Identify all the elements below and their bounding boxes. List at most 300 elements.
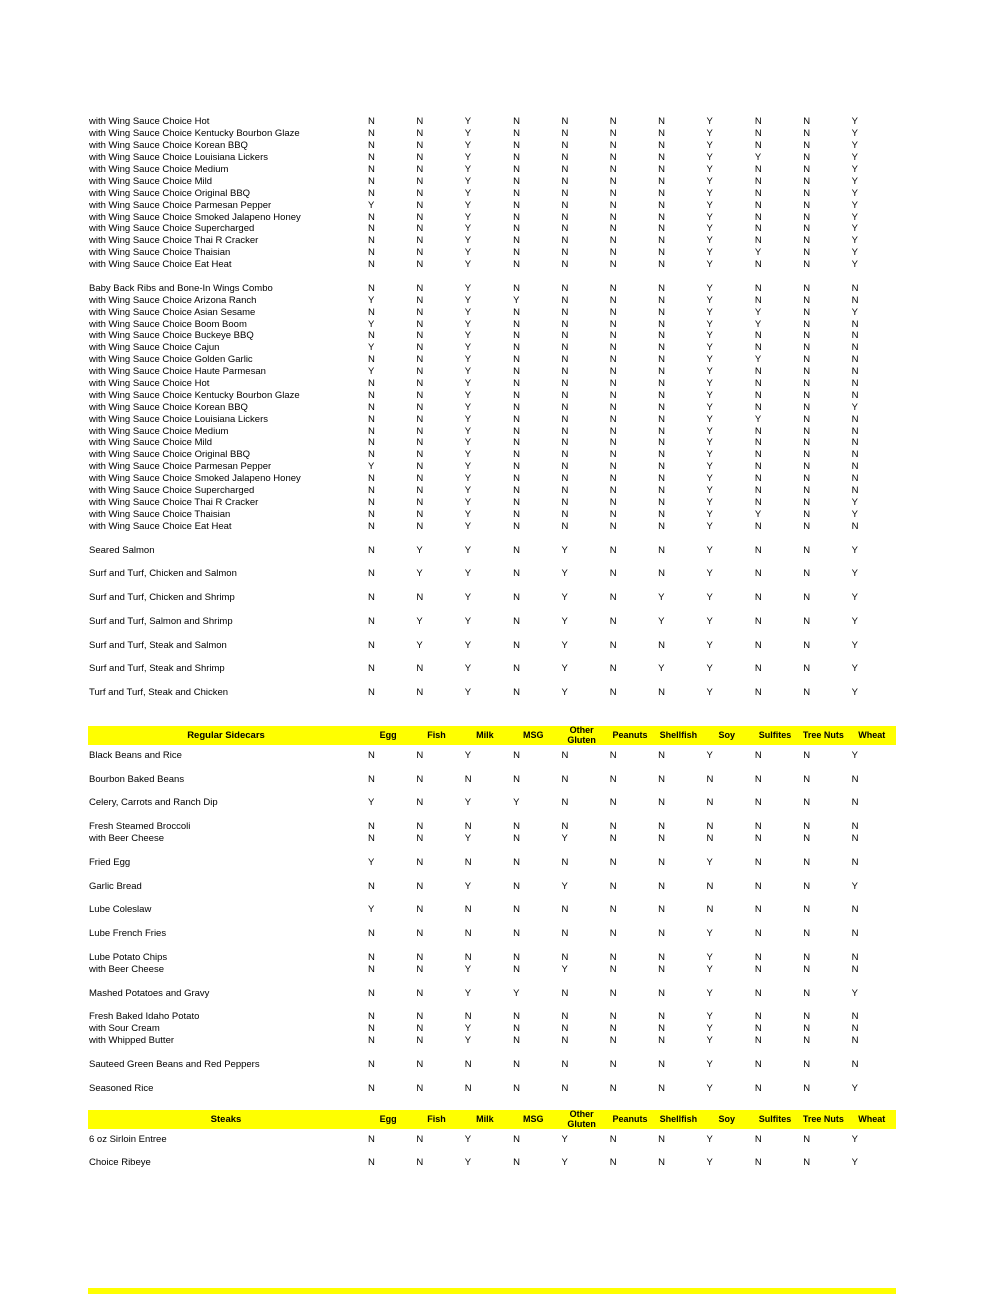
table-row [88,116,896,128]
allergen-value: N [561,401,569,413]
allergen-value: N [754,1133,762,1145]
row-spacer [88,604,896,616]
allergen-value: N [609,485,617,497]
allergen-value: N [561,425,569,437]
allergen-value: N [416,330,424,342]
table-row [88,354,896,366]
allergen-value: N [851,1059,859,1071]
allergen-value: N [368,247,375,259]
allergen-value: N [416,461,424,473]
allergen-value: N [609,330,617,342]
allergen-value: N [368,568,375,580]
allergen-value: N [416,773,424,785]
allergen-value: Y [706,342,713,354]
row-label: Lube Coleslaw [89,904,152,916]
table-row [88,508,896,520]
allergen-value: N [561,342,569,354]
allergen-value: N [754,282,762,294]
allergen-value: N [513,1023,520,1035]
allergen-value: N [803,294,811,306]
row-label: with Wing Sauce Choice Thai R Cracker [89,496,259,508]
allergen-value: N [609,449,617,461]
allergen-value: N [513,928,520,940]
row-label: Fresh Baked Idaho Potato [89,1011,200,1023]
allergen-value: N [754,199,762,211]
allergen-value: Y [851,663,858,675]
allergen-value: N [513,508,520,520]
allergen-value: N [609,401,617,413]
allergen-value: Y [464,401,472,413]
allergen-value: N [368,773,375,785]
allergen-value: N [368,880,375,892]
allergen-value: N [754,449,762,461]
allergen-value: N [609,639,617,651]
table-row [88,425,896,437]
allergen-value: N [513,821,520,833]
allergen-value: N [754,880,762,892]
allergen-value: Y [706,164,713,175]
allergen-value: N [754,821,762,833]
allergen-value: N [513,354,520,366]
allergen-value: N [851,797,859,809]
allergen-value: Y [754,354,762,366]
allergen-value: Y [368,199,375,211]
section-title: Regular Sidecars [187,730,265,742]
allergen-value: N [658,223,666,235]
allergen-value: N [561,473,569,485]
allergen-value: Y [464,140,472,152]
allergen-value: N [416,318,424,330]
allergen-value: Y [706,318,713,330]
allergen-value: N [561,223,569,235]
allergen-value: N [368,116,375,128]
row-label: with Wing Sauce Choice Eat Heat [89,259,232,271]
allergen-value: Y [464,687,472,699]
allergen-value: Y [464,235,472,247]
row-label: with Wing Sauce Choice Hot [89,116,210,128]
allergen-value: N [658,187,666,199]
table-row [88,164,896,176]
allergen-value: Y [464,520,472,532]
allergen-value: N [513,437,520,449]
allergen-value: Y [706,687,713,699]
allergen-value: Y [464,508,472,520]
allergen-value: N [803,773,811,785]
allergen-value: Y [706,663,713,675]
allergen-value: Y [706,259,713,271]
allergen-value: N [754,378,762,390]
allergen-value: Y [851,749,858,761]
table-row [88,259,896,271]
allergen-value: N [754,544,762,556]
allergen-value: N [513,1059,520,1071]
allergen-value: Y [464,987,472,999]
allergen-value: N [561,389,569,401]
allergen-value: N [513,199,520,211]
allergen-value: Y [706,1059,713,1071]
allergen-value: N [416,821,424,833]
allergen-value: N [368,223,375,235]
allergen-value: N [754,437,762,449]
allergen-value: N [754,473,762,485]
allergen-value: Y [464,833,472,845]
allergen-value: N [803,342,811,354]
allergen-value: N [851,1011,859,1023]
allergen-value: Y [706,199,713,211]
allergen-value: N [513,833,520,845]
allergen-value: N [851,485,859,497]
allergen-value: N [851,366,859,378]
allergen-value: N [513,496,520,508]
allergen-value: N [368,413,375,425]
allergen-value: Y [706,294,713,306]
row-label: Surf and Turf, Steak and Shrimp [89,663,225,675]
row-label: with Wing Sauce Choice Parmesan Pepper [89,199,272,211]
table-row [88,461,896,473]
row-spacer [88,761,896,773]
allergen-value: N [368,639,375,651]
allergen-value: N [706,904,714,916]
allergen-value: Y [851,401,858,413]
allergen-value: Y [658,592,665,604]
allergen-value: N [609,128,617,140]
column-header: Milk [476,1113,494,1124]
allergen-value: N [658,856,666,868]
column-header: Wheat [858,730,886,741]
allergen-value: N [416,496,424,508]
table-row [88,413,896,425]
allergen-value: N [803,904,811,916]
allergen-value: N [754,520,762,532]
allergen-value: N [561,496,569,508]
row-label: with Beer Cheese [89,833,164,845]
table-row [88,773,896,785]
row-label: with Wing Sauce Choice Louisiana Lickers [89,413,269,425]
allergen-value: Y [706,1133,713,1145]
allergen-value: N [803,544,811,556]
allergen-value: N [561,1082,569,1094]
row-spacer [88,711,896,723]
allergen-value: N [851,425,859,437]
row-label: with Wing Sauce Choice Golden Garlic [89,354,253,366]
allergen-value: Y [561,1133,568,1145]
allergen-value: N [368,306,375,318]
allergen-value: Y [416,615,423,627]
allergen-value: N [754,773,762,785]
allergen-value: N [609,259,617,271]
allergen-value: N [754,330,762,342]
allergen-value: N [658,904,666,916]
allergen-value: N [416,199,424,211]
allergen-value: N [561,330,569,342]
allergen-value: N [609,496,617,508]
allergen-value: N [658,413,666,425]
table-row [88,211,896,223]
allergen-value: N [513,175,520,187]
allergen-value: N [416,473,424,485]
allergen-value: Y [706,401,713,413]
table-row [88,544,896,556]
row-label: Choice Ribeye [89,1157,151,1169]
allergen-value: Y [561,1157,568,1169]
allergen-value: N [416,211,424,223]
allergen-value: N [803,449,811,461]
allergen-value: N [609,687,617,699]
allergen-value: N [658,496,666,508]
allergen-value: N [851,318,859,330]
allergen-value: N [803,1035,811,1047]
allergen-value: Y [561,833,568,845]
allergen-value: N [754,294,762,306]
allergen-value: Y [706,952,713,963]
allergen-value: N [513,749,520,761]
allergen-value: N [609,294,617,306]
allergen-value: Y [851,1082,858,1094]
allergen-value: N [851,1035,859,1047]
allergen-value: Y [706,235,713,247]
allergen-value: N [416,378,424,390]
allergen-value: N [658,199,666,211]
allergen-value: N [609,116,617,128]
row-label: Baby Back Ribs and Bone-In Wings Combo [89,282,273,294]
allergen-value: N [561,856,569,868]
allergen-value: Y [851,1133,858,1145]
allergen-value: Y [464,496,472,508]
allergen-value: Y [706,568,713,580]
allergen-value: Y [706,520,713,532]
allergen-value: N [754,797,762,809]
row-label: Lube Potato Chips [89,952,168,963]
allergen-value: N [658,425,666,437]
allergen-value: N [754,485,762,497]
partial-section-header-bar [88,1288,896,1294]
allergen-value: Y [706,152,713,164]
allergen-value: N [803,821,811,833]
allergen-value: Y [754,247,762,259]
allergen-value: N [513,687,520,699]
allergen-value: N [561,461,569,473]
allergen-value: Y [706,615,713,627]
table-row [88,1011,896,1023]
column-header: Peanuts [612,730,648,741]
allergen-value: N [658,152,666,164]
allergen-value: N [368,330,375,342]
column-header: Shellfish [659,1113,698,1124]
allergen-value: N [368,1023,375,1035]
table-row [88,140,896,152]
row-label: Lube French Fries [89,928,167,940]
allergen-value: N [561,520,569,532]
allergen-value: N [513,235,520,247]
allergen-value: N [803,1059,811,1071]
allergen-value: Y [368,342,375,354]
row-label: with Wing Sauce Choice Supercharged [89,485,255,497]
allergen-value: Y [513,987,520,999]
table-row [88,568,896,580]
row-spacer [88,785,896,797]
allergen-value: N [416,342,424,354]
allergen-value: N [658,880,666,892]
allergen-value: Y [851,247,858,259]
allergen-value: N [416,175,424,187]
allergen-value: N [609,797,617,809]
allergen-value: N [416,1133,424,1145]
allergen-value: N [754,615,762,627]
allergen-value: N [803,401,811,413]
table-row [88,520,896,532]
allergen-value: N [754,366,762,378]
row-label: with Wing Sauce Choice Smoked Jalapeno Honey [89,211,301,223]
allergen-value: N [368,437,375,449]
allergen-value: N [803,330,811,342]
allergen-value: N [803,797,811,809]
allergen-value: N [658,987,666,999]
row-spacer [88,627,896,639]
allergen-value: N [513,1133,520,1145]
allergen-value: N [609,880,617,892]
allergen-value: Y [464,473,472,485]
allergen-value: N [851,342,859,354]
allergen-value: N [368,1011,375,1023]
allergen-value: N [416,294,424,306]
allergen-value: N [803,187,811,199]
allergen-value: Y [851,508,858,520]
allergen-value: N [561,128,569,140]
allergen-value: Y [851,235,858,247]
allergen-value: N [609,211,617,223]
allergen-value: N [561,987,569,999]
allergen-value: N [513,485,520,497]
allergen-value: N [561,318,569,330]
table-row [88,687,896,699]
allergen-value: N [368,449,375,461]
allergen-value: N [754,568,762,580]
allergen-value: N [803,282,811,294]
row-label: with Wing Sauce Choice Thai R Cracker [89,235,259,247]
allergen-value: Y [464,175,472,187]
allergen-value: N [513,282,520,294]
allergen-value: N [658,1082,666,1094]
column-header: Other Gluten [567,1109,596,1129]
allergen-value: N [658,568,666,580]
allergen-value: N [368,833,375,845]
row-spacer [88,271,896,283]
allergen-value: N [754,1082,762,1094]
allergen-value: Y [706,928,713,940]
allergen-value: N [513,378,520,390]
allergen-value: N [803,354,811,366]
allergen-value: Y [464,116,472,128]
allergen-value: Y [368,797,375,809]
table-row [88,821,896,833]
allergen-value: N [609,306,617,318]
allergen-value: N [513,425,520,437]
allergen-value: N [561,485,569,497]
allergen-value: N [513,187,520,199]
table-row [88,401,896,413]
allergen-value: N [513,856,520,868]
allergen-value: N [513,318,520,330]
allergen-value: N [368,987,375,999]
allergen-value: N [803,378,811,390]
allergen-value: N [416,247,424,259]
allergen-value: N [754,389,762,401]
allergen-value: N [368,401,375,413]
allergen-value: N [561,175,569,187]
allergen-value: Y [754,318,762,330]
allergen-value: Y [851,116,858,128]
allergen-value: N [658,449,666,461]
allergen-value: N [513,1082,520,1094]
table-row [88,1035,896,1047]
allergen-value: Y [851,987,858,999]
allergen-value: N [851,389,859,401]
allergen-value: Y [706,749,713,761]
allergen-value: N [609,187,617,199]
allergen-value: N [754,639,762,651]
allergen-value: Y [416,568,423,580]
allergen-value: N [561,116,569,128]
allergen-value: N [706,880,714,892]
allergen-value: N [754,128,762,140]
allergen-value: N [416,1157,424,1169]
allergen-value: N [803,856,811,868]
allergen-value: N [609,223,617,235]
allergen-value: N [851,520,859,532]
row-label: with Wing Sauce Choice Smoked Jalapeno Honey [89,473,301,485]
allergen-value: N [464,1059,472,1071]
allergen-value: N [658,235,666,247]
allergen-value: Y [706,306,713,318]
allergen-value: Y [561,687,568,699]
allergen-value: N [416,223,424,235]
allergen-value: N [609,963,617,975]
allergen-value: N [513,639,520,651]
allergen-value: N [513,904,520,916]
allergen-value: N [513,259,520,271]
allergen-value: N [754,496,762,508]
allergen-value: Y [706,425,713,437]
allergen-value: Y [851,306,858,318]
allergen-value: N [803,508,811,520]
allergen-value: N [416,437,424,449]
allergen-value: N [368,259,375,271]
allergen-value: N [803,437,811,449]
allergen-value: N [513,544,520,556]
allergen-value: N [658,140,666,152]
row-label: with Beer Cheese [89,963,164,975]
table-row [88,615,896,627]
allergen-value: Y [464,1035,472,1047]
allergen-value: N [658,366,666,378]
allergen-value: N [416,963,424,975]
allergen-value: N [416,366,424,378]
allergen-value: N [658,401,666,413]
allergen-value: N [754,342,762,354]
allergen-value: Y [851,223,858,235]
allergen-value: N [706,773,714,785]
allergen-value: Y [706,496,713,508]
table-row [88,187,896,199]
allergen-value: Y [464,880,472,892]
allergen-value: Y [464,663,472,675]
allergen-value: N [368,687,375,699]
allergen-value: Y [368,461,375,473]
allergen-value: N [513,1035,520,1047]
allergen-value: N [609,282,617,294]
table-row [88,152,896,164]
allergen-value: N [658,544,666,556]
